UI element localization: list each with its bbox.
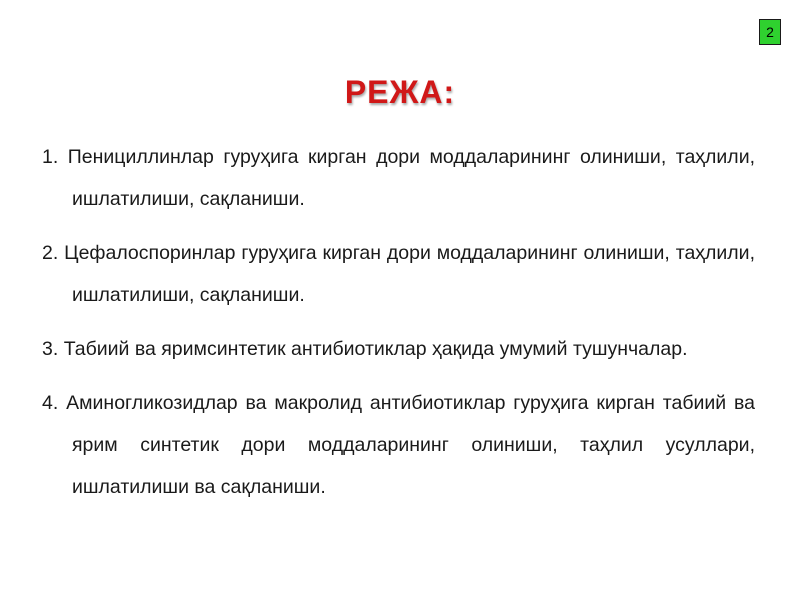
plan-item-number: 4. bbox=[42, 392, 59, 414]
plan-item-text: Табиий ва яримсинтетик антибиотиклар ҳақида умумий тушунчалар. bbox=[63, 338, 688, 360]
plan-item-text: Аминогликозидлар ва макролид антибиотиклар гуруҳига кирган табиий ва ярим синтетик дори моддаларининг олиниши, таҳлил усуллари, ишлатилиши ва сақланиши. bbox=[66, 392, 755, 498]
plan-item-1 bbox=[42, 136, 755, 220]
plan-item-4 bbox=[42, 382, 755, 508]
plan-item-2 bbox=[42, 232, 755, 316]
page-number-badge: 2 bbox=[759, 19, 781, 45]
plan-item-3 bbox=[42, 328, 755, 370]
plan-item-number: 3. bbox=[42, 338, 59, 360]
page-title: РЕЖА: bbox=[344, 74, 456, 110]
plan-item-number: 2. bbox=[42, 242, 59, 264]
plan-list bbox=[42, 136, 755, 520]
plan-item-text: Пенициллинлар гуруҳига кирган дори моддаларининг олиниши, таҳлили, ишлатилиши, сақланиши. bbox=[67, 146, 755, 210]
plan-item-text: Цефалоспоринлар гуруҳига кирган дори моддаларининг олиниши, таҳлили, ишлатилиши, сақланиши. bbox=[64, 242, 755, 306]
plan-item-number: 1. bbox=[42, 146, 59, 168]
